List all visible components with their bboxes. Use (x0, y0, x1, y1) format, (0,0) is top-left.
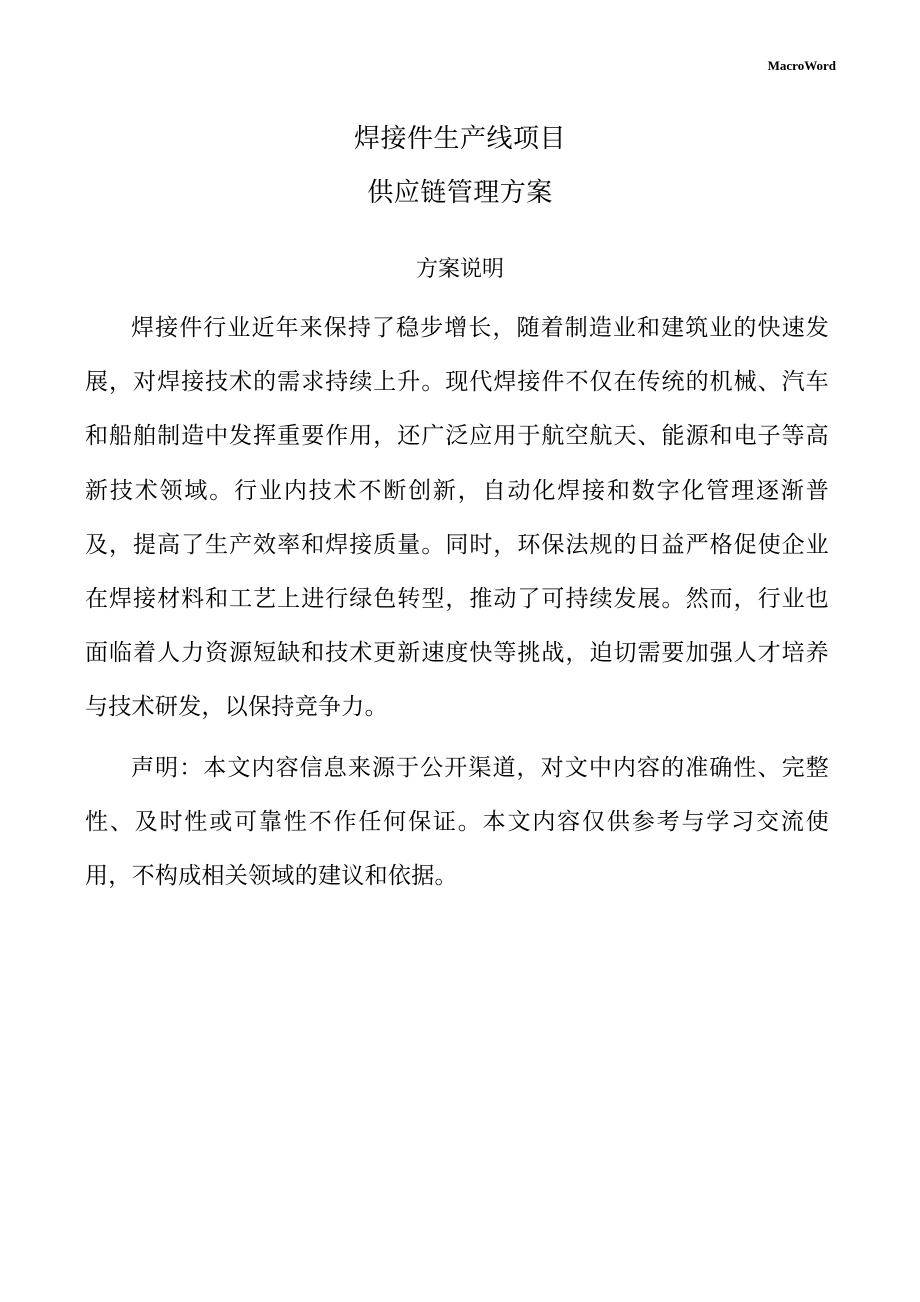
document-title-line-1: 焊接件生产线项目 (353, 124, 566, 154)
header-brand: MacroWord (767, 58, 836, 73)
document-title-line-2: 供应链管理方案 (367, 178, 553, 208)
body-paragraph-disclaimer: 声明：本文内容信息来源于公开渠道，对文中内容的准确性、完整性、及时性或可靠性不作任何保证。本文内容仅供参考与学习交流使用，不构成相关领域的建议和依据。 (85, 755, 829, 890)
section-heading: 方案说明 (415, 257, 504, 282)
body-paragraph-overview: 焊接件行业近年来保持了稳步增长，随着制造业和建筑业的快速发展，对焊接技术的需求持续上升。现代焊接件不仅在传统的机械、汽车和船舶制造中发挥重要作用，还广泛应用于航空航天、能源和电子等高新技术领域。行业内技术不断创新，自动化焊接和数字化管理逐渐普及，提高了生产效率和焊接质量。同时，环保法规的日益严格促使企业在焊接材料和工艺上进行绿色转型，推动了可持续发展。然而，行业也面临着人力资源短缺和技术更新速度快等挑战，迫切需要加强人才培养与技术研发，以保持竞争力。 (85, 315, 829, 721)
